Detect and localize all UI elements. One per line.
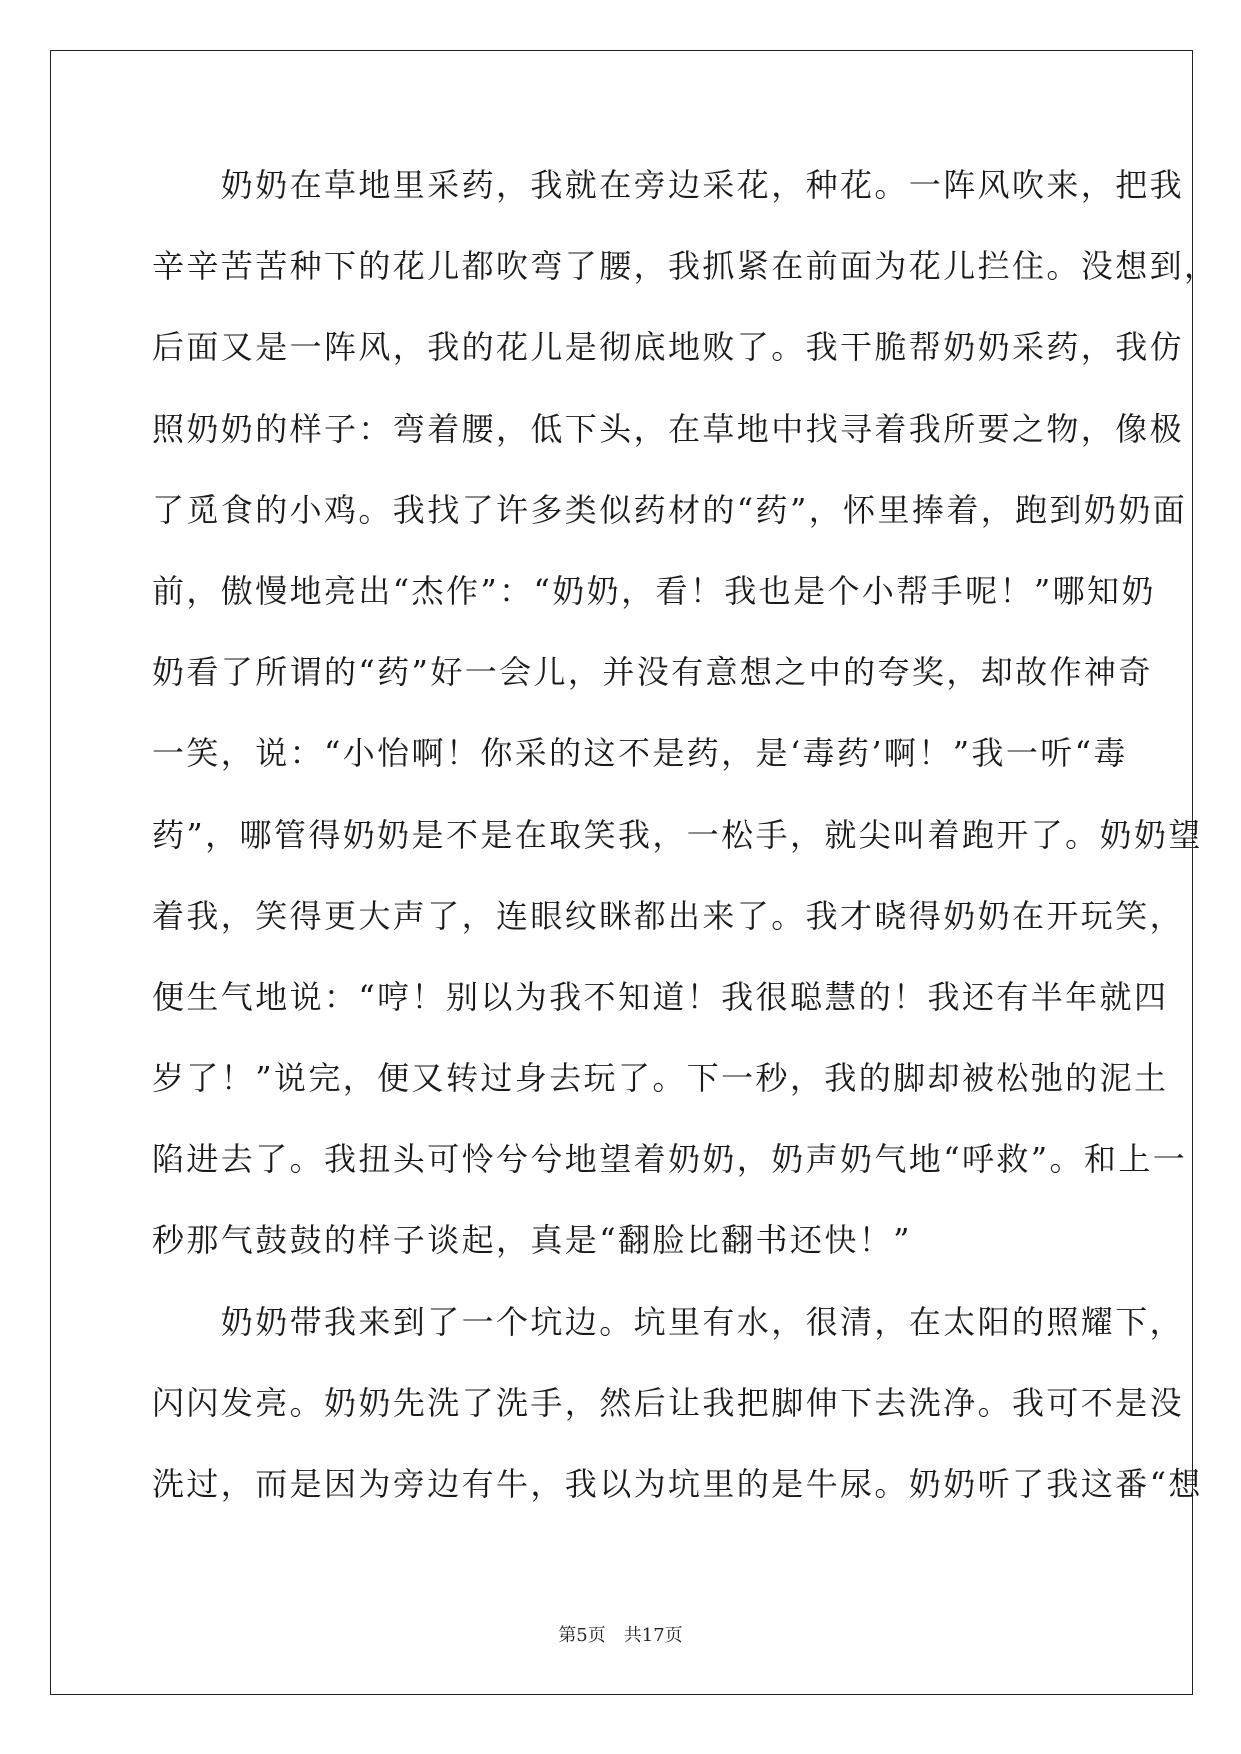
text-line: 后面又是一阵风，我的花儿是彻底地败了。我干脆帮奶奶采药，我仿 — [152, 328, 1185, 367]
text-line: 药”，哪管得奶奶是不是在取笑我，一松手，就尖叫着跑开了。奶奶望 — [152, 815, 1203, 854]
text-line: 一笑，说：“小怡啊！你采的这不是药，是‘毒药’啊！”我一听“毒 — [152, 734, 1128, 773]
text-line: 照奶奶的样子：弯着腰，低下头，在草地中找寻着我所要之物，像极 — [152, 409, 1185, 448]
text-line: 奶看了所谓的“药”好一会儿，并没有意想之中的夸奖，却故作神奇 — [152, 653, 1153, 692]
text-line: 了觅食的小鸡。我找了许多类似药材的“药”，怀里捧着，跑到奶奶面 — [152, 490, 1188, 529]
page-number-footer: 第5页 共17页 — [558, 1625, 683, 1646]
text-line: 辛辛苦苦种下的花儿都吹弯了腰，我抓紧在前面为花儿拦住。没想到， — [152, 247, 1219, 286]
text-line: 奶奶带我来到了一个坑边。坑里有水，很清，在太阳的照耀下， — [152, 1302, 1185, 1341]
text-line: 着我，笑得更大声了，连眼纹眯都出来了。我才晓得奶奶在开玩笑， — [152, 896, 1185, 935]
text-line: 奶奶在草地里采药，我就在旁边采花，种花。一阵风吹来，把我 — [152, 166, 1185, 204]
document-body — [152, 165, 1219, 1545]
text-line: 便生气地说：“哼！别以为我不知道！我很聪慧的！我还有半年就四 — [152, 977, 1169, 1016]
text-line: 前，傲慢地亮出“杰作”：“奶奶，看！我也是个小帮手呢！”哪知奶 — [152, 571, 1156, 610]
text-line: 闪闪发亮。奶奶先洗了洗手，然后让我把脚伸下去洗净。我可不是没 — [152, 1383, 1185, 1422]
text-line: 岁了！”说完，便又转过身去玩了。下一秒，我的脚却被松弛的泥土 — [152, 1059, 1169, 1098]
text-line: 秒那气鼓鼓的样子谈起，真是“翻脸比翻书还快！” — [152, 1221, 912, 1260]
text-line: 洗过，而是因为旁边有牛，我以为坑里的是牛尿。奶奶听了我这番“想 — [152, 1465, 1203, 1503]
text-line: 陷进去了。我扭头可怜兮兮地望着奶奶，奶声奶气地“呼救”。和上一 — [152, 1140, 1188, 1179]
